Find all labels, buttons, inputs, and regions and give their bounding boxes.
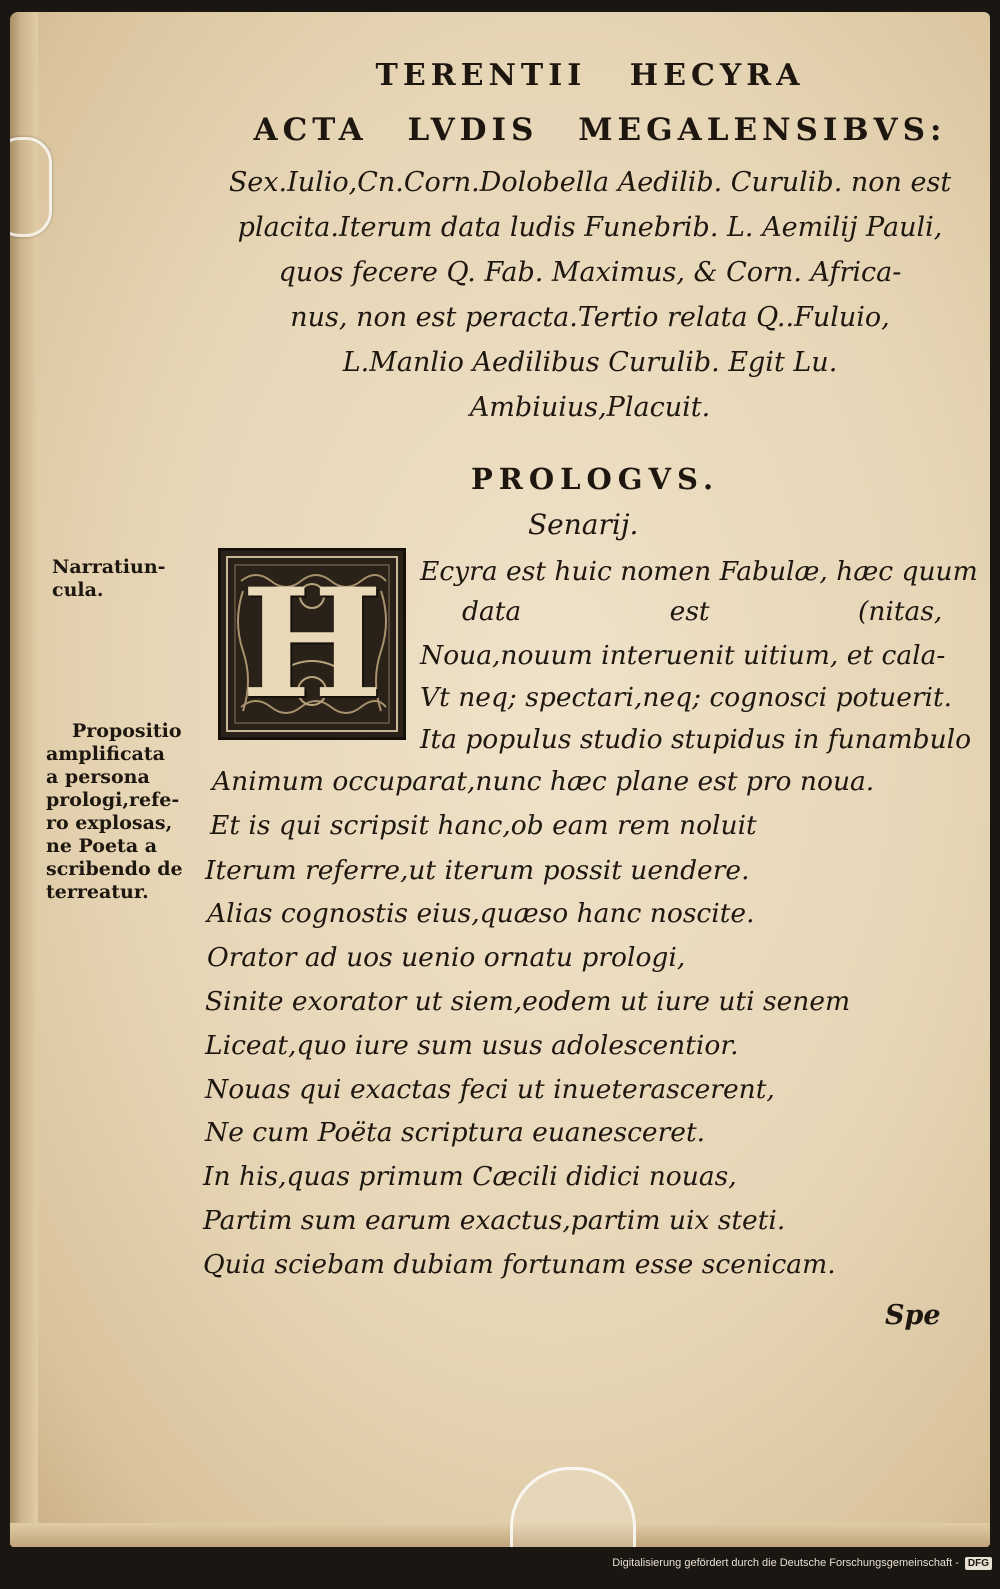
page-bottom-edge xyxy=(10,1523,990,1547)
meter-label: Senarij. xyxy=(528,508,639,541)
margin-note-line: amplificata xyxy=(46,743,165,765)
margin-note-line: Narratiun- xyxy=(52,556,166,578)
verse-line: In his,quas primum Cæcili didici nouas, xyxy=(203,1161,737,1192)
verse-line: Vt neq; spectari,neq; cognosci potuerit. xyxy=(420,682,953,713)
verse-line: Nouas qui exactas feci ut inueterascerent, xyxy=(205,1074,775,1105)
verse-line: data est (nitas, xyxy=(462,596,943,627)
footer-attribution xyxy=(600,1552,992,1574)
verse-line: Liceat,quo iure sum usus adolescentior. xyxy=(205,1030,739,1061)
verse-line: Animum occuparat,nunc hæc plane est pro noua. xyxy=(212,766,875,797)
notice-line: nus, non est peracta.Tertio relata Q..Fuluio, xyxy=(290,302,890,333)
performance-notice xyxy=(215,160,965,430)
verse-line: Noua,nouum interuenit uitium, et cala- xyxy=(420,640,946,671)
notice-line: quos fecere Q. Fab. Maximus, & Corn. Africa- xyxy=(278,257,902,288)
margin-note-narratiuncula xyxy=(52,556,166,602)
margin-note-line: prologi,refe- xyxy=(46,789,180,811)
decorated-initial xyxy=(218,548,406,740)
margin-note-propositio xyxy=(46,720,183,904)
notice-line: Ambiuius,Placuit. xyxy=(469,392,711,423)
page-clip-left xyxy=(10,137,52,237)
verse-line: Orator ad uos uenio ornatu prologi, xyxy=(207,942,686,973)
verse-line: Partim sum earum exactus,partim uix steti. xyxy=(203,1205,786,1236)
notice-line: L.Manlio Aedilibus Curulib. Egit Lu. xyxy=(342,347,838,378)
prologus-heading: PROLOGVS. xyxy=(470,462,720,496)
dfg-logo: DFG xyxy=(965,1557,992,1570)
margin-note-line: Propositio xyxy=(72,720,182,742)
margin-note-line: cula. xyxy=(52,579,104,601)
margin-note-line: terreatur. xyxy=(46,881,149,903)
initial-letter: H xyxy=(241,556,383,732)
verse-line: Ita populus studio stupidus in funambulo xyxy=(420,724,972,755)
margin-note-line: ne Poeta a xyxy=(46,835,158,857)
page-clip-bottom xyxy=(510,1467,636,1547)
footer-text: Digitalisierung gefördert durch die Deutsche Forschungsgemeinschaft - xyxy=(612,1557,959,1569)
page-fore-edge xyxy=(10,12,38,1547)
margin-note-line: scribendo de xyxy=(46,858,183,880)
verse-line: Ne cum Poëta scriptura euanesceret. xyxy=(205,1117,706,1148)
verse-line: Et is qui scripsit hanc,ob eam rem noluit xyxy=(210,810,757,841)
notice-line: placita.Iterum data ludis Funebrib. L. Aemilij Pauli, xyxy=(237,212,943,243)
verse-line: Ecyra est huic nomen Fabulæ, hæc quum xyxy=(420,556,978,587)
verse-line: Sinite exorator ut siem,eodem ut iure uti senem xyxy=(205,986,851,1017)
notice-line: Sex.Iulio,Cn.Corn.Dolobella Aedilib. Curulib. non est xyxy=(228,167,952,198)
verse-line: Alias cognostis eius,quæso hanc noscite. xyxy=(207,898,755,929)
verse-line: Iterum referre,ut iterum possit uendere. xyxy=(205,855,750,886)
margin-note-line: ro explosas, xyxy=(46,812,173,834)
performance-subtitle: ACTA LVDIS MEGALENSIBVS: xyxy=(253,112,947,148)
catchword: Spe xyxy=(885,1300,941,1331)
running-head: TERENTII HECYRA xyxy=(375,58,805,93)
verse-line: Quia sciebam dubiam fortunam esse scenicam. xyxy=(203,1249,836,1280)
margin-note-line: a persona xyxy=(46,766,150,788)
